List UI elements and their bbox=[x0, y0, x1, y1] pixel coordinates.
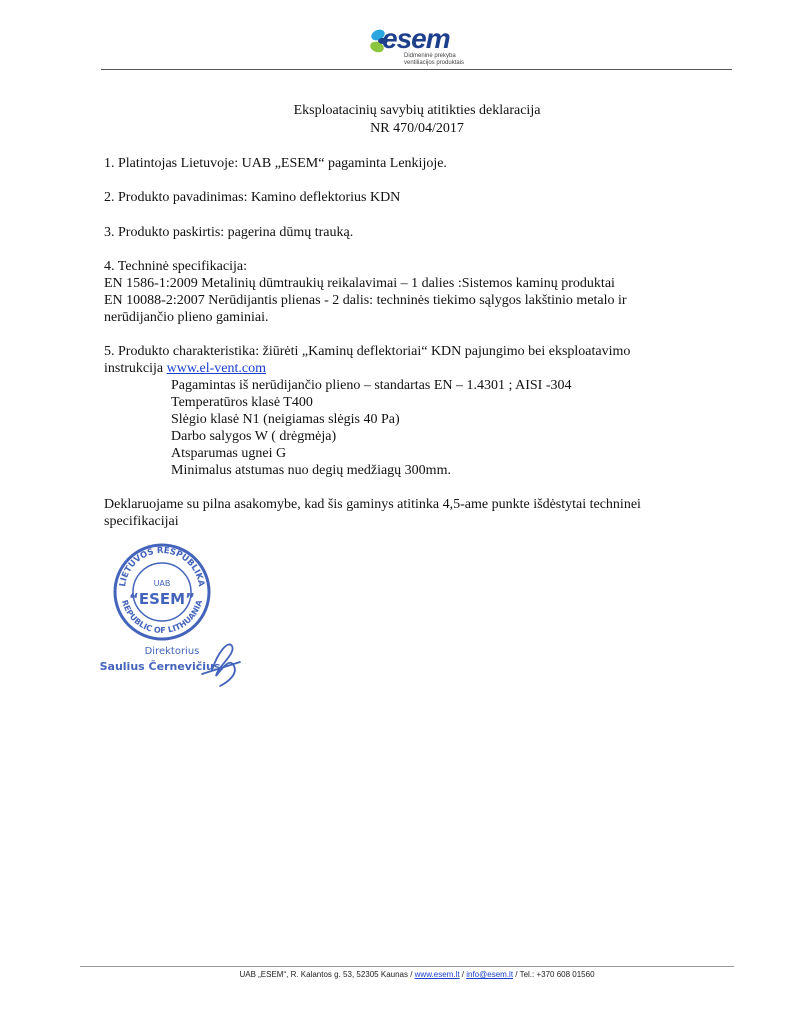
svg-text:LIETUVOS RESPUBLIKA: LIETUVOS RESPUBLIKA bbox=[118, 545, 206, 588]
technical-spec-line-1: EN 1586-1:2009 Metalinių dūmtraukių reikalavimai – 1 dalies :Sistemos kaminų produktai bbox=[104, 276, 615, 291]
spec-working-conditions: Darbo salygos W ( drėgmėja) bbox=[171, 429, 337, 444]
item-technical-spec-title: 4. Techninė specifikacija: bbox=[104, 259, 247, 274]
technical-spec-line-2: EN 10088-2:2007 Nerūdijantis plienas - 2 dalis: techninės tiekimo sąlygos lakštinio metalo ir bbox=[104, 293, 627, 308]
company-stamp bbox=[100, 542, 250, 692]
footer-address: UAB „ESEM“, R. Kalantos g. 53, 52305 Kaunas / bbox=[239, 970, 415, 979]
svg-text:“ESEM”: “ESEM” bbox=[129, 590, 195, 608]
footer bbox=[80, 970, 754, 979]
el-vent-link[interactable]: www.el-vent.com bbox=[166, 361, 267, 376]
footer-website-link[interactable]: www.esem.lt bbox=[414, 970, 460, 979]
footer-separator: / bbox=[459, 970, 467, 979]
logo-tagline-line-1: Didmeninė prekyba bbox=[404, 53, 456, 59]
footer-phone: / Tel.: +370 608 01560 bbox=[513, 970, 595, 979]
logo-tagline-line-2: ventiliacijos produktais bbox=[404, 60, 465, 66]
item-product-characteristics: 5. Produkto charakteristika: žiūrėti „Kaminų deflektoriai“ KDN pajungimo bei eksploatavimo bbox=[104, 344, 631, 359]
document-number: NR 470/04/2017 bbox=[370, 121, 464, 136]
item-distributor: 1. Platintojas Lietuvoje: UAB „ESEM“ pagaminta Lenkijoje. bbox=[104, 156, 447, 171]
instructions-label: instrukcija bbox=[104, 361, 167, 376]
logo-tagline bbox=[404, 53, 464, 67]
spec-fire-resistance: Atsparumas ugnei G bbox=[171, 446, 287, 461]
header-divider bbox=[101, 69, 732, 70]
spec-min-distance: Minimalus atstumas nuo degių medžiagų 300mm. bbox=[171, 463, 451, 478]
spec-material: Pagamintas iš nerūdijančio plieno – standartas EN – 1.4301 ; AISI -304 bbox=[171, 378, 572, 393]
svg-text:REPUBLIC OF LITHUANIA: REPUBLIC OF LITHUANIA bbox=[119, 598, 205, 636]
company-logo bbox=[368, 22, 478, 68]
spec-temperature-class: Temperatūros klasė T400 bbox=[171, 395, 313, 410]
svg-text:UAB: UAB bbox=[153, 579, 171, 588]
svg-text:Saulius Černevičius: Saulius Černevičius bbox=[100, 660, 221, 673]
spec-pressure-class: Slėgio klasė N1 (neigiamas slėgis 40 Pa) bbox=[171, 412, 400, 427]
instructions-line bbox=[104, 360, 266, 377]
item-product-purpose: 3. Produkto paskirtis: pagerina dūmų trauką. bbox=[104, 225, 354, 240]
logo-wordmark: esem bbox=[382, 23, 450, 54]
footer-email-link[interactable]: info@esem.lt bbox=[466, 970, 514, 979]
document-title: Eksploatacinių savybių atitikties deklaracija bbox=[293, 103, 541, 118]
technical-spec-line-3: nerūdijančio plieno gaminiai. bbox=[104, 310, 269, 325]
item-product-name: 2. Produkto pavadinimas: Kamino deflektorius KDN bbox=[104, 190, 401, 205]
declaration-line-2: specifikacijai bbox=[104, 514, 179, 529]
footer-divider bbox=[80, 966, 734, 967]
declaration-line-1: Deklaruojame su pilna asakomybe, kad šis gaminys atitinka 4,5-ame punkte išdėstytai techninei bbox=[104, 497, 641, 512]
svg-text:Direktorius: Direktorius bbox=[144, 646, 200, 657]
